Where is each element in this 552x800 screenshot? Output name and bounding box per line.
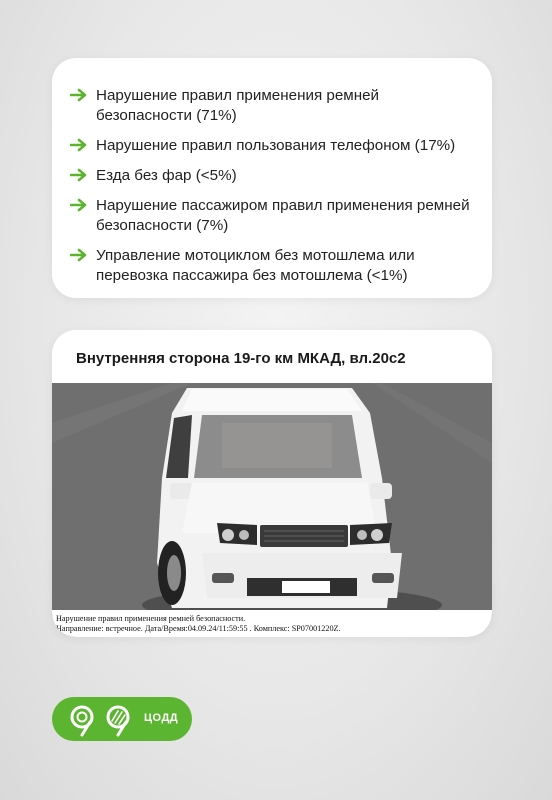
list-item [70, 196, 474, 236]
caption-violation-line: Нарушение правил применения ремней безопасности. [56, 614, 246, 623]
codd-logo [52, 697, 192, 741]
camera-photo [52, 383, 492, 637]
camera-photo-card [52, 330, 492, 637]
suv-car-image [52, 383, 492, 637]
arrow-right-icon [70, 138, 88, 152]
violations-card [52, 58, 492, 298]
list-item-text: Нарушение правил применения ремней безопасности (71%) [96, 87, 380, 124]
arrow-right-icon [70, 248, 88, 262]
brand-name: ЦОДД [144, 712, 179, 724]
list-item [70, 166, 474, 186]
list-item-text: Управление мотоциклом без мотошлема или перевозка пассажира без мотошлема (<1%) [96, 247, 415, 284]
list-item [70, 246, 474, 286]
arrow-right-icon [70, 168, 88, 182]
list-item [70, 86, 474, 126]
list-item [70, 136, 474, 156]
list-item-text: Нарушение правил пользования телефоном (17%) [96, 137, 456, 154]
list-item-text: Езда без фар (<5%) [96, 167, 237, 184]
camera-caption [52, 610, 492, 637]
caption-details-line: Направление: встречное. Дата/Время:04.09.24/11:59:55 . Комплекс: SP07001220Z. [56, 624, 341, 633]
list-item-text: Нарушение пассажиром правил применения ремней безопасности (7%) [96, 197, 470, 234]
arrow-right-icon [70, 198, 88, 212]
arrow-right-icon [70, 88, 88, 102]
photo-location-title: Внутренняя сторона 19-го км МКАД, вл.20с2 [76, 350, 406, 367]
